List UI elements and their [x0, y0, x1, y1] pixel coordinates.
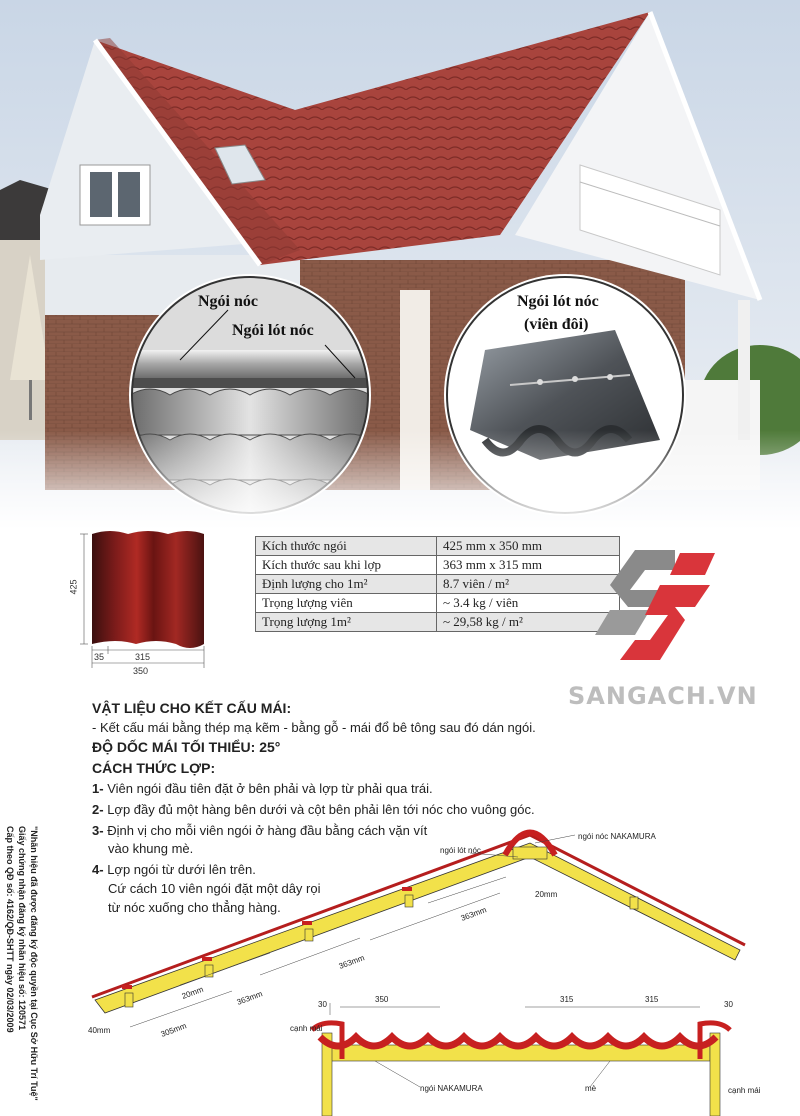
step-number: 1-	[92, 781, 104, 796]
step-text-continued: vào khung mè.	[108, 841, 194, 856]
list-item	[92, 802, 535, 817]
label-edge-left: cạnh mái	[290, 1024, 323, 1033]
table-row	[256, 537, 620, 556]
spec-label: Định lượng cho 1m²	[256, 575, 437, 594]
dim-305mm: 305mm	[159, 1021, 188, 1039]
step-number: 3-	[92, 823, 104, 838]
dim-363mm-2: 363mm	[337, 953, 366, 971]
list-item	[92, 781, 433, 796]
step-number: 2-	[92, 802, 104, 817]
house-photo	[0, 0, 800, 530]
table-row	[256, 594, 620, 613]
label-ridge-tile: ngói nóc NAKAMURA	[578, 832, 656, 841]
callout-right-subtitle: (viên đôi)	[524, 316, 589, 333]
table-row	[256, 575, 620, 594]
tile-width-315-label: 315	[135, 652, 151, 662]
spec-label: Kích thước ngói	[256, 537, 437, 556]
dim-363mm-3: 363mm	[459, 905, 488, 923]
spec-value: ~ 29,58 kg / m²	[437, 613, 620, 632]
spec-value: 8.7 viên / m²	[437, 575, 620, 594]
brand-name: SANGACH.VN	[568, 682, 758, 710]
dim-30-right: 30	[724, 1000, 733, 1009]
dim-315-b: 315	[645, 995, 659, 1004]
label-edge-right: cạnh mái	[728, 1086, 761, 1095]
table-row	[256, 613, 620, 632]
step-text-continued: Cứ cách 10 viên ngói đặt một dây rọi	[108, 881, 321, 896]
tile-width-35-label: 35	[94, 652, 105, 662]
dim-315-a: 315	[560, 995, 574, 1004]
tile-cross-section	[312, 1003, 730, 1116]
section-heading-materials: VẬT LIỆU CHO KẾT CẤU MÁI:	[92, 700, 292, 716]
spec-label: Trọng lượng viên	[256, 594, 437, 613]
table-row	[256, 556, 620, 575]
spec-value: ~ 3.4 kg / viên	[437, 594, 620, 613]
step-number: 4-	[92, 862, 104, 877]
label-nakamura-tile: ngói NAKAMURA	[420, 1084, 483, 1093]
spec-value: 363 mm x 315 mm	[437, 556, 620, 575]
trademark-note-line: "Nhãn hiệu đã được đăng ký độc quyền tại Cục Sở Hữu Trí Tuệ"	[29, 826, 39, 1101]
step-text: Viên ngói đầu tiên đặt ở bên phải và lợp từ phải qua trái.	[107, 781, 433, 796]
trademark-note-line: Cấp theo QĐ số: 4162/QĐ-SHTT ngày 02/03/2009	[5, 826, 15, 1033]
dim-40mm: 40mm	[88, 1026, 111, 1035]
tile-sample-image	[80, 528, 220, 688]
step-text: Lợp ngói từ dưới lên trên.	[107, 862, 256, 877]
spec-table	[255, 536, 620, 632]
materials-text: - Kết cấu mái bằng thép mạ kẽm - bằng gỗ - mái đổ bê tông sau đó dán ngói.	[92, 720, 536, 735]
dim-20mm-ridge: 20mm	[535, 890, 558, 899]
roof-section-diagram	[0, 825, 800, 1116]
section-heading-slope: ĐỘ DỐC MÁI TỐI THIỂU: 25°	[92, 739, 281, 755]
spec-value: 425 mm x 350 mm	[437, 537, 620, 556]
tile-width-350-label: 350	[133, 666, 149, 676]
spec-label: Trọng lượng 1m²	[256, 613, 437, 632]
sg-logo-icon	[590, 545, 720, 670]
callout-ridge-tile: Ngói nóc	[198, 293, 258, 310]
spec-label: Kích thước sau khi lợp	[256, 556, 437, 575]
label-ridge-underlay: ngói lót nóc	[440, 846, 481, 855]
tile-height-label: 425	[68, 579, 79, 595]
step-text: Lợp đầy đủ một hàng bên dưới và cột bên phải lên tới nóc cho vuông góc.	[107, 802, 535, 817]
dim-363mm-1: 363mm	[235, 989, 264, 1007]
callout-right-title: Ngói lót nóc	[517, 293, 599, 310]
dim-30-left: 30	[318, 1000, 327, 1009]
dim-350: 350	[375, 995, 389, 1004]
callout-ridge-underlay-tile: Ngói lót nóc	[232, 322, 314, 339]
label-batten: mè	[585, 1084, 597, 1093]
trademark-note-line: Giấy chứng nhận đăng ký nhãn hiệu số: 120571	[17, 826, 27, 1031]
step-text: Định vị cho mỗi viên ngói ở hàng đầu bằng cách vặn vít	[107, 823, 428, 838]
step-text-continued: từ nóc xuống cho thẳng hàng.	[108, 900, 281, 915]
dim-20mm-left: 20mm	[180, 984, 205, 1001]
section-heading-method: CÁCH THỨC LỢP:	[92, 760, 216, 776]
